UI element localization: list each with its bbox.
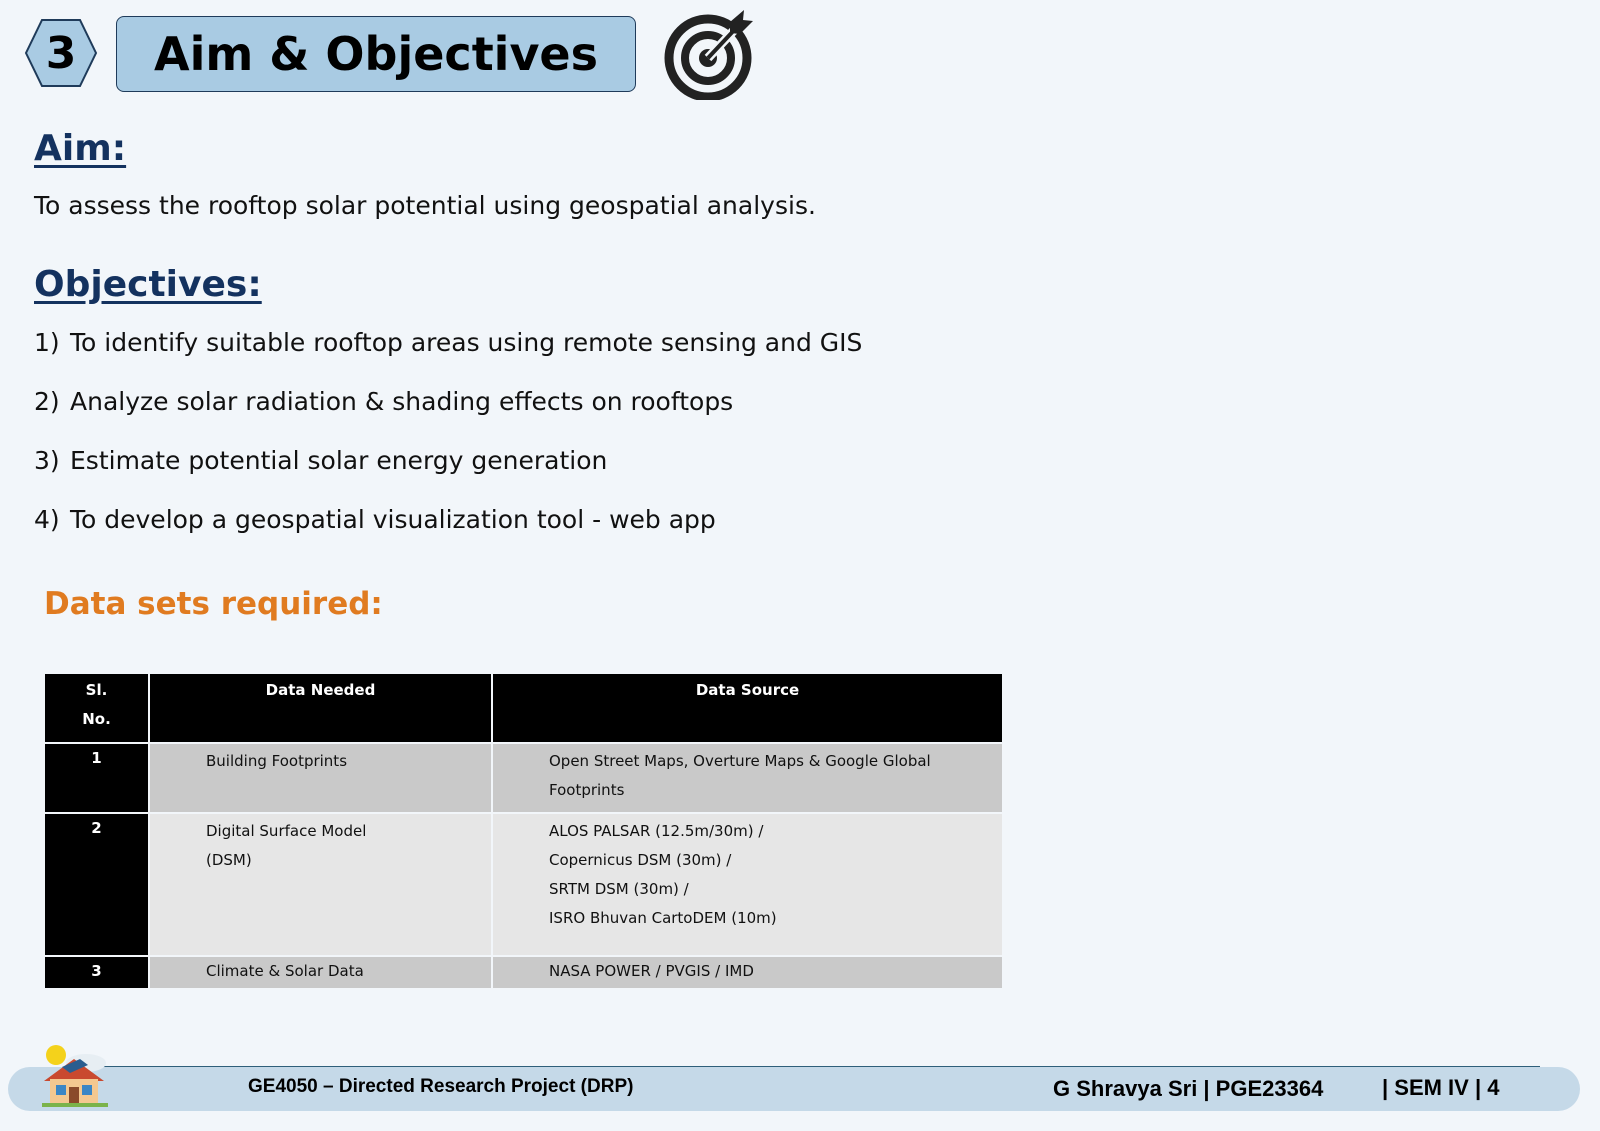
source-line: ISRO Bhuvan CartoDEM (10m): [549, 909, 777, 927]
objective-item: [34, 446, 607, 475]
objective-number: 4): [34, 505, 60, 534]
objective-number: 3): [34, 446, 60, 475]
need-line: Digital Surface Model: [206, 822, 367, 840]
source-cell: [492, 813, 1003, 956]
need-cell: [149, 743, 492, 813]
datasets-table: [43, 672, 1004, 990]
sl-cell: 1: [44, 743, 149, 813]
source-line: NASA POWER / PVGIS / IMD: [549, 962, 754, 980]
slide-number: 3: [45, 27, 77, 79]
sl-cell: 2: [44, 813, 149, 956]
objective-text: To develop a geospatial visualization tool - web app: [70, 505, 716, 534]
objective-text: Analyze solar radiation & shading effects on rooftops: [70, 387, 734, 416]
column-header-source: Data Source: [492, 673, 1003, 743]
slide-number-badge: [24, 18, 98, 88]
objective-item: [34, 505, 716, 534]
footer-bar: [8, 1067, 1580, 1111]
sl-cell: 3: [44, 956, 149, 989]
table-header-row: [44, 673, 1003, 743]
aim-heading: Aim:: [34, 128, 127, 169]
column-header-sl: [44, 673, 149, 743]
target-icon: [664, 8, 756, 104]
table-row: [44, 956, 1003, 989]
slide-title: Aim & Objectives: [116, 16, 636, 92]
column-header-sl-line: No.: [82, 710, 111, 728]
need-line: Building Footprints: [206, 752, 348, 770]
source-cell: [492, 956, 1003, 989]
need-cell: [149, 956, 492, 989]
source-line: ALOS PALSAR (12.5m/30m) /: [549, 822, 764, 840]
column-header-need: Data Needed: [149, 673, 492, 743]
aim-text: To assess the rooftop solar potential using geospatial analysis.: [34, 191, 816, 220]
objective-item: [34, 328, 862, 357]
solar-house-icon: [36, 1043, 112, 1113]
table-row: [44, 743, 1003, 813]
source-line: Open Street Maps, Overture Maps & Google Global Footprints: [549, 752, 931, 799]
need-line: (DSM): [206, 851, 252, 869]
objective-item: [34, 387, 733, 416]
datasets-heading: Data sets required:: [44, 586, 383, 622]
footer-author: G Shravya Sri | PGE23364: [1053, 1076, 1324, 1101]
table-row: [44, 813, 1003, 956]
objective-number: 2): [34, 387, 60, 416]
source-line: Copernicus DSM (30m) /: [549, 851, 732, 869]
need-cell: [149, 813, 492, 956]
objective-number: 1): [34, 328, 60, 357]
objective-text: Estimate potential solar energy generation: [70, 446, 608, 475]
objectives-heading: Objectives:: [34, 264, 262, 305]
objective-text: To identify suitable rooftop areas using remote sensing and GIS: [70, 328, 863, 357]
need-line: Climate & Solar Data: [206, 962, 364, 980]
footer-semester-page: | SEM IV | 4: [1382, 1075, 1500, 1100]
column-header-sl-line: Sl.: [85, 681, 108, 699]
source-cell: [492, 743, 1003, 813]
source-line: SRTM DSM (30m) /: [549, 880, 689, 898]
footer-course: GE4050 – Directed Research Project (DRP): [248, 1076, 634, 1097]
